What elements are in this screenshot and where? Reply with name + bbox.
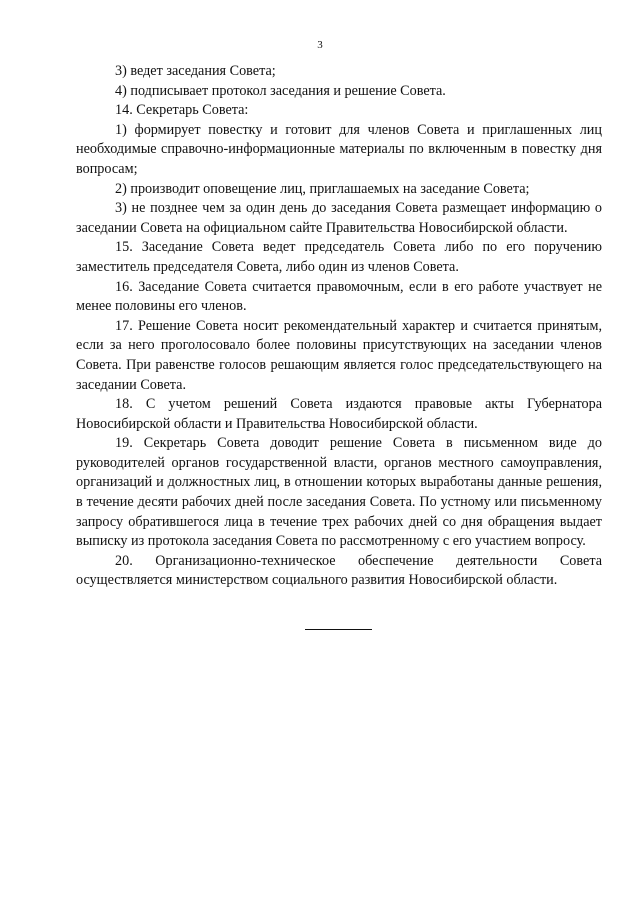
page-number: 3: [317, 39, 323, 51]
paragraph-item-4: 4) подписывает протокол заседания и решение Совета.: [115, 82, 446, 99]
paragraph-item-14-3: 3) не позднее чем за один день до заседания Совета размещает информацию о заседании Совета на официальном сайте Правительства Новосибирской области.: [76, 200, 602, 236]
document-body: [76, 62, 602, 591]
paragraph-item-3: 3) ведет заседания Совета;: [115, 63, 276, 79]
paragraph-section-18: 18. С учетом решений Совета издаются правовые акты Губернатора Новосибирской области и Правительства Новосибирской области.: [76, 396, 602, 432]
paragraph-section-20: 20. Организационно-техническое обеспечение деятельности Совета осуществляется министерством социального развития Новосибирской области.: [76, 552, 602, 589]
paragraph-section-16: 16. Заседание Совета считается правомочным, если в его работе участвует не менее половины его членов.: [76, 278, 602, 315]
paragraph-item-14-1: 1) формирует повестку и готовит для членов Совета и приглашенных лиц необходимые справочно-информационные материалы по включенным в повестку дня вопросам;: [76, 121, 602, 177]
paragraph-item-14-2: 2) производит оповещение лиц, приглашаемых на заседание Совета;: [115, 180, 530, 197]
paragraph-section-14: 14. Секретарь Совета:: [115, 102, 249, 119]
paragraph-section-15: 15. Заседание Совета ведет председатель Совета либо по его поручению заместитель председателя Совета, либо один из членов Совета.: [76, 239, 602, 275]
end-divider-line: [305, 629, 372, 630]
paragraph-section-17: 17. Решение Совета носит рекомендательный характер и считается принятым, если за него проголосовало более половины присутствующих на заседании членов Совета. При равенстве голосов решающим является голос председательствующего на заседании Совета.: [76, 317, 602, 393]
paragraph-section-19: 19. Секретарь Совета доводит решение Совета в письменном виде до руководителей органов государственной власти, органов местного самоуправления, организаций и должностных лиц, в отношении которых выработаны данные решения, в течение десяти рабочих дней после заседания Совета. По устному или письменному запросу обратившегося лица в течение трех рабочих дней со дня обращения выдает выписку из протокола заседания Совета по рассмотренному с его участием вопросу.: [76, 435, 602, 550]
